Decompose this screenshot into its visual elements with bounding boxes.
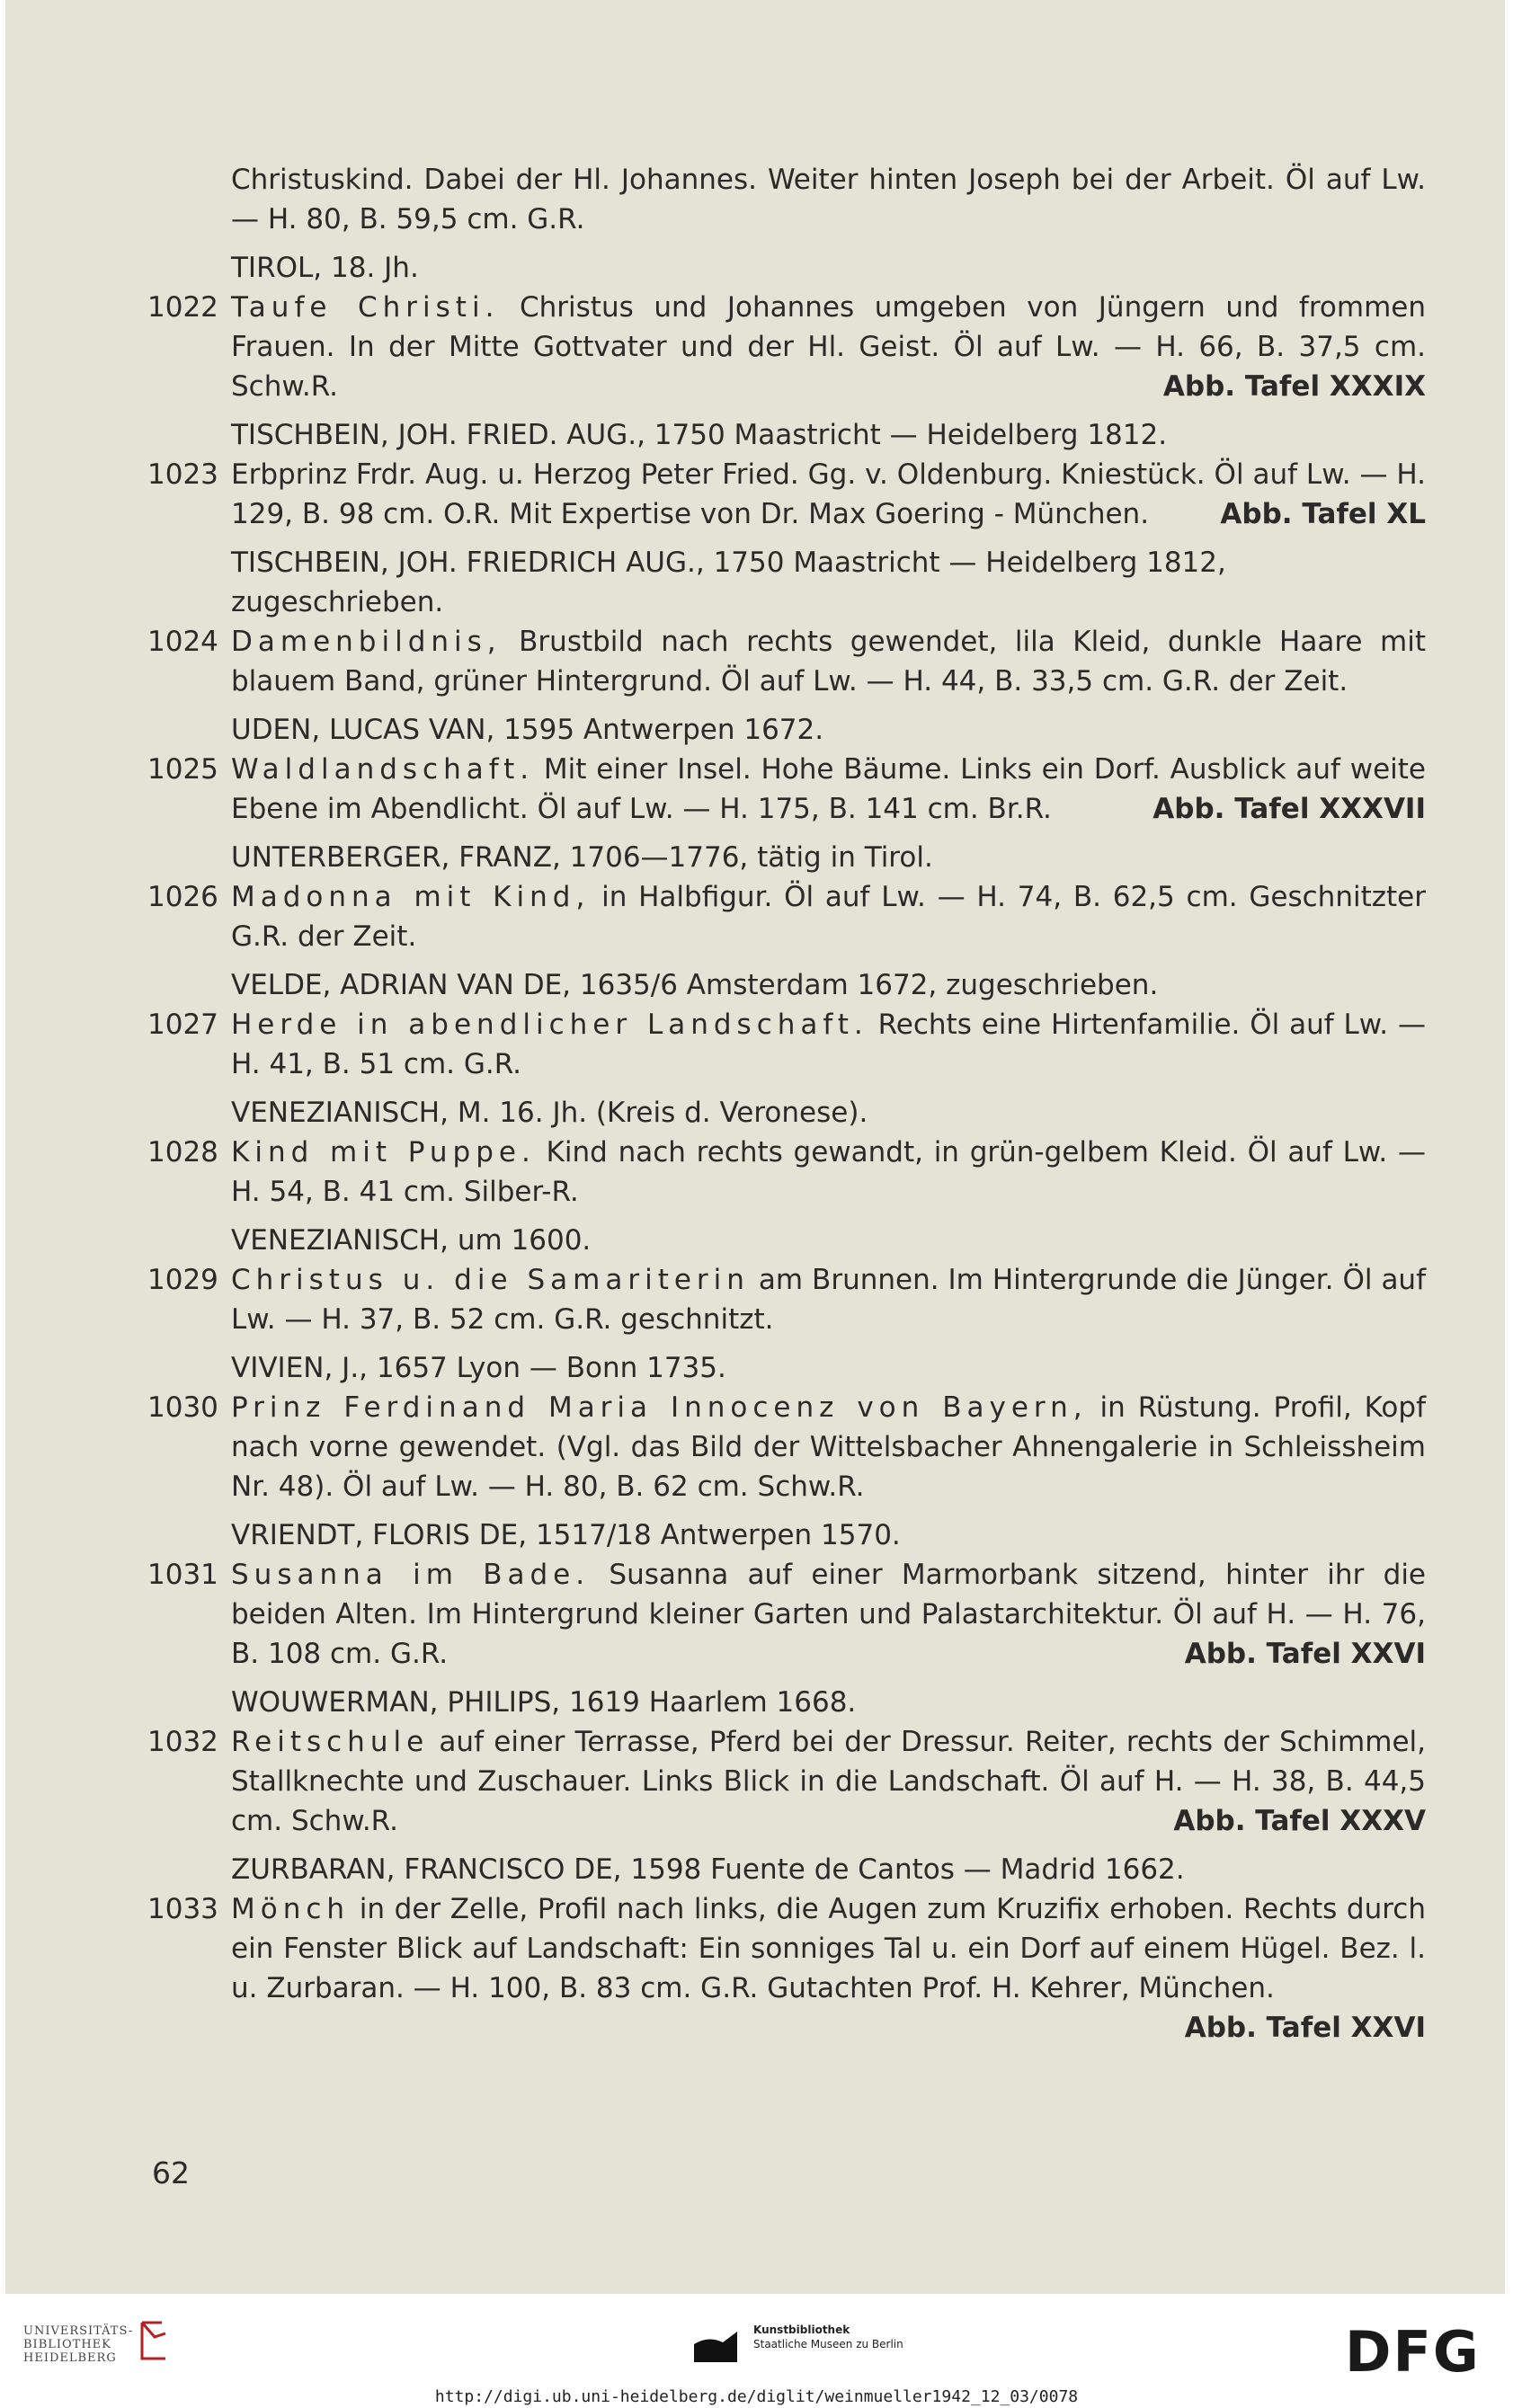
artist-heading: TISCHBEIN, JOH. FRIEDRICH AUG., 1750 Maastricht — Heidelberg 1812, zugeschrieben. xyxy=(231,546,1226,618)
lot-number: 1030 xyxy=(147,1391,218,1424)
entry-description xyxy=(231,288,1426,406)
lot-number: 1032 xyxy=(147,1726,218,1758)
catalog-entry xyxy=(147,455,1426,534)
artist-heading: WOUWERMAN, PHILIPS, 1619 Haarlem 1668. xyxy=(231,1686,857,1719)
artwork-title: Susanna im Bade. xyxy=(231,1559,591,1591)
artwork-details: in der Zelle, Profil nach links, die Augen zum Kruzifix erhoben. Rechts durch ein Fenster Blick auf Landschaft: Ein sonniges Tal u. ein Dorf auf einem Hügel. Bez. l. u. Zurbaran. — H. 100, B. 83 cm. G.R. Gutachten Prof. H. Kehrer, München. xyxy=(231,1893,1426,2004)
artist-heading: VELDE, ADRIAN VAN DE, 1635/6 Amsterdam 1672, zugeschrieben. xyxy=(231,969,1159,1001)
catalog-entry xyxy=(147,1388,1426,1506)
lot-number: 1031 xyxy=(147,1559,218,1591)
lot-number: 1029 xyxy=(147,1264,218,1296)
plate-reference: Abb. Tafel XL xyxy=(1220,498,1426,530)
entry-description xyxy=(231,455,1426,534)
entry-description xyxy=(231,1133,1426,1212)
catalog-entry xyxy=(147,622,1426,701)
artist-heading: VENEZIANISCH, M. 16. Jh. (Kreis d. Veronese). xyxy=(231,1097,868,1129)
plate-reference: Abb. Tafel XXVI xyxy=(1184,1638,1426,1670)
artwork-details: am Brunnen. Im Hintergrunde die Jünger. Öl auf Lw. — H. 37, B. 52 cm. G.R. geschnitzt. xyxy=(231,1264,1426,1336)
artwork-details: Rechts eine Hirtenfamilie. Öl auf Lw. — H. 41, B. 51 cm. G.R. xyxy=(231,1009,1426,1080)
artwork-title: Reitschule xyxy=(231,1726,430,1758)
catalog-entry xyxy=(147,1133,1426,1212)
kunstbibliothek-logo-icon xyxy=(690,2326,741,2366)
catalog-entry xyxy=(147,1722,1426,1841)
artwork-details: Christus und Johannes umgeben von Jüngern und frommen Frauen. In der Mitte Gottvater und der Hl. Geist. Öl auf Lw. — H. 66, B. 37,5 cm. Schw.R. xyxy=(231,291,1426,403)
page-number: 62 xyxy=(152,2155,190,2190)
artist-heading: TISCHBEIN, JOH. FRIED. AUG., 1750 Maastricht — Heidelberg 1812. xyxy=(231,419,1168,451)
artwork-title: Kind mit Puppe. xyxy=(231,1136,536,1168)
entry-description xyxy=(231,1388,1426,1506)
artist-heading: TIROL, 18. Jh. xyxy=(231,252,419,284)
artist-heading: VENEZIANISCH, um 1600. xyxy=(231,1224,592,1257)
entry-description xyxy=(231,1260,1426,1339)
entry-description xyxy=(231,1722,1426,1841)
artist-heading: UNTERBERGER, FRANZ, 1706—1776, tätig in Tirol. xyxy=(231,841,933,874)
artwork-title: Herde in abendlicher Landschaft. xyxy=(231,1009,868,1041)
entry-description xyxy=(231,877,1426,956)
artist-heading: UDEN, LUCAS VAN, 1595 Antwerpen 1672. xyxy=(231,714,824,746)
entry-description xyxy=(231,1889,1426,2044)
library-name: UNIVERSITÄTS- BIBLIOTHEK HEIDELBERG xyxy=(23,2324,134,2365)
artwork-title: Taufe Christi. xyxy=(231,291,500,324)
artwork-details: Susanna auf einer Marmorbank sitzend, hinter ihr die beiden Alten. Im Hintergrund kleiner Garten und Palastarchitektur. Öl auf H. — H. 76, B. 108 cm. G.R. xyxy=(231,1559,1427,1670)
scanned-page xyxy=(5,0,1505,2294)
entry-description xyxy=(231,622,1426,701)
lot-number: 1028 xyxy=(147,1136,218,1168)
lot-number: 1023 xyxy=(147,458,218,491)
lot-number: 1024 xyxy=(147,626,218,658)
kunstbibliothek-text: Kunstbibliothek Staatliche Museen zu Berlin xyxy=(753,2324,903,2350)
lot-number: 1025 xyxy=(147,753,218,786)
artwork-details: Brustbild nach rechts gewendet, lila Kleid, dunkle Haare mit blauem Band, grüner Hintergrund. Öl auf Lw. — H. 44, B. 33,5 cm. G.R. der Zeit. xyxy=(231,626,1426,698)
plate-reference: Abb. Tafel XXXVII xyxy=(1153,793,1426,825)
dfg-logo: DFG xyxy=(1345,2319,1481,2385)
continued-entry xyxy=(147,160,1426,239)
university-library-logo-icon xyxy=(135,2319,171,2364)
catalog-entry xyxy=(147,1889,1426,2048)
artwork-title: Christus u. die Samariterin xyxy=(231,1264,750,1296)
artwork-title: Waldlandschaft. xyxy=(231,753,535,786)
artwork-title: Madonna mit Kind, xyxy=(231,881,591,913)
entry-description: Christuskind. Dabei der Hl. Johannes. Weiter hinten Joseph bei der Arbeit. Öl auf Lw. — H. 80, B. 59,5 cm. G.R. xyxy=(231,164,1426,235)
artist-heading: ZURBARAN, FRANCISCO DE, 1598 Fuente de Cantos — Madrid 1662. xyxy=(231,1853,1185,1886)
entry-description xyxy=(231,1555,1426,1674)
artwork-details: Erbprinz Frdr. Aug. u. Herzog Peter Fried. Gg. v. Oldenburg. Kniestück. Öl auf Lw. — H. 129, B. 98 cm. O.R. Mit Expertise von Dr. Max Goering - München. xyxy=(231,458,1426,530)
lot-number: 1026 xyxy=(147,881,218,913)
catalog-entry xyxy=(147,1260,1426,1339)
entry-description xyxy=(231,750,1426,829)
plate-reference: Abb. Tafel XXXIX xyxy=(1162,370,1426,403)
artwork-details: Mit einer Insel. Hohe Bäume. Links ein Dorf. Ausblick auf weite Ebene im Abendlicht. Öl auf Lw. — H. 175, B. 141 cm. Br.R. xyxy=(231,753,1426,825)
catalog-entry xyxy=(147,288,1426,406)
lot-number: 1027 xyxy=(147,1009,218,1041)
catalog-entry xyxy=(147,1555,1426,1674)
artist-heading: VIVIEN, J., 1657 Lyon — Bonn 1735. xyxy=(231,1352,726,1384)
catalog-entry xyxy=(147,1005,1426,1084)
source-url[interactable]: http://digi.ub.uni-heidelberg.de/diglit/weinmueller1942_12_03/0078 xyxy=(434,2387,1079,2406)
catalog-entry xyxy=(147,750,1426,829)
artist-heading: VRIENDT, FLORIS DE, 1517/18 Antwerpen 1570. xyxy=(231,1519,901,1551)
artwork-details: in Rüstung. Profil, Kopf nach vorne gewendet. (Vgl. das Bild der Wittelsbacher Ahnengalerie in Schleissheim Nr. 48). Öl auf Lw. — H. 80, B. 62 cm. Schw.R. xyxy=(231,1391,1426,1503)
plate-reference: Abb. Tafel XXVI xyxy=(1184,2012,1426,2044)
plate-reference: Abb. Tafel XXXV xyxy=(1173,1805,1426,1837)
artwork-title: Mönch xyxy=(231,1893,351,1925)
artwork-details: auf einer Terrasse, Pferd bei der Dressur. Reiter, rechts der Schimmel, Stallknechte und Zuschauer. Links Blick in die Landschaft. Öl auf H. — H. 38, B. 44,5 cm. Schw.R. xyxy=(231,1726,1426,1837)
lot-number: 1033 xyxy=(147,1893,218,1925)
catalog-entry xyxy=(147,877,1426,956)
artwork-details: Kind nach rechts gewandt, in grün-gelbem Kleid. Öl auf Lw. — H. 54, B. 41 cm. Silber-R. xyxy=(231,1136,1426,1208)
entry-description xyxy=(231,1005,1426,1084)
artwork-title: Damenbildnis, xyxy=(231,626,502,658)
artwork-title: Prinz Ferdinand Maria Innocenz von Bayern, xyxy=(231,1391,1088,1424)
catalog-text xyxy=(147,160,1426,2048)
lot-number: 1022 xyxy=(147,291,218,324)
artwork-details: in Halbfigur. Öl auf Lw. — H. 74, B. 62,5 cm. Geschnitzter G.R. der Zeit. xyxy=(231,881,1426,953)
viewer-footer xyxy=(0,2294,1513,2408)
